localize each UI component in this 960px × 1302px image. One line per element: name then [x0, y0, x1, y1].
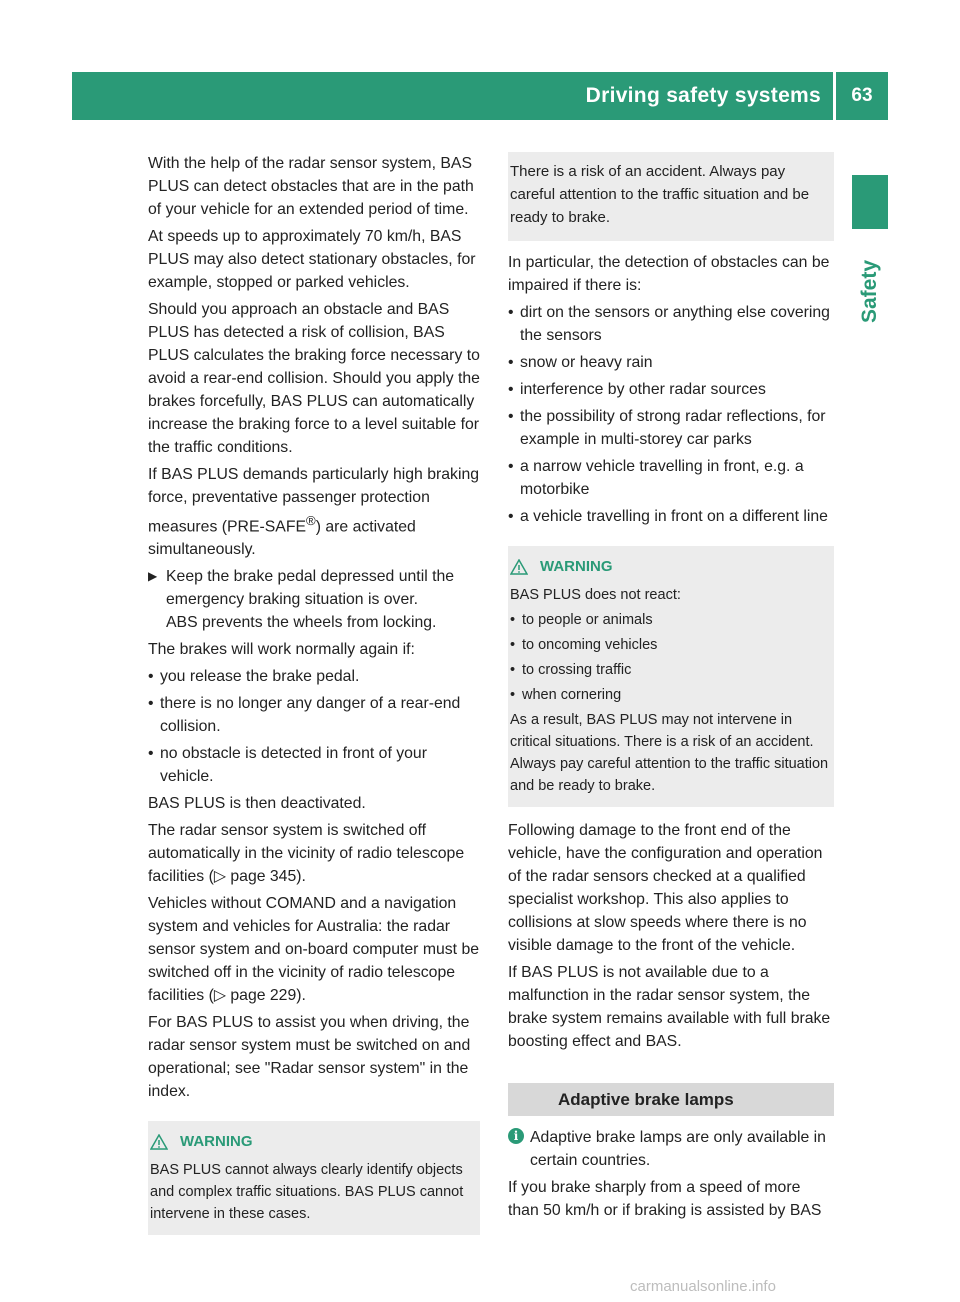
warning-header	[150, 1131, 476, 1153]
side-tab-marker	[852, 175, 888, 229]
paragraph: With the help of the radar sensor system, BAS PLUS can detect obstacles that are in the path of your vehicle for an extended period of time.	[148, 155, 474, 218]
warning-intro: BAS PLUS does not react:	[510, 587, 681, 603]
paragraph: At speeds up to approximately 70 km/h, BAS PLUS may also detect stationary obstacles, for example, stopped or parked vehicles.	[148, 228, 476, 291]
paragraph-text: ) are activated simultaneously.	[148, 518, 416, 559]
list-item: • to people or animals	[510, 609, 830, 631]
paragraph: Vehicles without COMAND and a navigation system and vehicles for Australia: the radar sensor system and on-board computer must be switched off in the vicinity of radio telescope facilities (▷ page 229).	[148, 895, 480, 1005]
warning-box	[508, 546, 834, 807]
paragraph: The radar sensor system is switched off automatically in the vicinity of radio telescope facilities (▷ page 345).	[148, 822, 465, 886]
paragraph: If you brake sharply from a speed of more than 50 km/h or if braking is assisted by BAS	[508, 1179, 822, 1219]
paragraph: For BAS PLUS to assist you when driving, the radar sensor system must be switched on and operational; see "Radar sensor system" in the index.	[148, 1014, 471, 1101]
watermark: carmanualsonline.info	[630, 1278, 776, 1295]
step-note: ABS prevents the wheels from locking.	[166, 614, 437, 632]
list-item: • the possibility of strong radar reflections, for example in multi-storey car parks	[508, 405, 834, 451]
info-text: Adaptive brake lamps are only available in certain countries.	[530, 1129, 826, 1169]
info-note	[508, 1126, 834, 1172]
info-icon: i	[508, 1128, 524, 1144]
warning-text: BAS PLUS cannot always clearly identify objects and complex traffic situations. BAS PLUS cannot intervene in these cases.	[150, 1162, 464, 1223]
warning-triangle-icon	[150, 1134, 168, 1150]
list-item: • you release the brake pedal.	[148, 665, 480, 688]
list-item: • a narrow vehicle travelling in front, e.g. a motorbike	[508, 455, 834, 501]
paragraph: Following damage to the front end of the vehicle, have the configuration and operation of the radar sensors checked at a qualified specialist workshop. This also applies to collisions at slow speeds where there is no visible damage to the front of the vehicle.	[508, 822, 823, 954]
paragraph: In particular, the detection of obstacles can be impaired if there is:	[508, 254, 830, 294]
step-text: Keep the brake pedal depressed until the emergency braking situation is over.	[166, 568, 455, 609]
page-number: 63	[851, 85, 873, 106]
paragraph-pre-safe	[148, 463, 480, 561]
list-item: • interference by other radar sources	[508, 378, 834, 401]
warning-title: WARNING	[180, 1133, 253, 1151]
warning-continuation-box	[508, 152, 834, 241]
warning-text: As a result, BAS PLUS may not intervene in critical situations. There is a risk of an accident. Always pay careful attention to the traffic situation and be ready to brake.	[510, 712, 829, 794]
page-section-title: Driving safety systems	[585, 84, 821, 107]
paragraph: Should you approach an obstacle and BAS PLUS has detected a risk of collision, BAS PLUS calculates the braking force necessary to avoid a rear-end collision. Should you apply the brakes forcefully, BAS PLUS can automatically increase the braking force to a level suitable for the traffic conditions.	[148, 301, 480, 456]
left-column	[148, 152, 480, 1247]
list-item: • when cornering	[510, 684, 830, 706]
instruction-step	[148, 565, 480, 634]
list-item: • there is no longer any danger of a rear-end collision.	[148, 692, 480, 738]
warning-title: WARNING	[540, 558, 613, 575]
warning-header	[510, 556, 830, 578]
section-heading: Adaptive brake lamps	[508, 1083, 834, 1116]
list-item: • to crossing traffic	[510, 659, 830, 681]
right-column	[508, 152, 834, 1226]
paragraph: BAS PLUS is then deactivated.	[148, 795, 366, 813]
list-item: • to oncoming vehicles	[510, 634, 830, 656]
list-item: • no obstacle is detected in front of your vehicle.	[148, 742, 480, 788]
side-chapter-label: Safety	[858, 259, 881, 323]
list-item: • a vehicle travelling in front on a different line	[508, 505, 834, 528]
list-item: • dirt on the sensors or anything else covering the sensors	[508, 301, 834, 347]
list-item: • snow or heavy rain	[508, 351, 834, 374]
warning-triangle-icon	[510, 559, 528, 575]
registered-mark: ®	[306, 513, 316, 528]
paragraph-text: If BAS PLUS demands particularly high braking force, preventative passenger protection measures (PRE-SAFE	[148, 466, 480, 536]
arrow-right-icon: ▶	[148, 569, 158, 584]
paragraph: The brakes will work normally again if:	[148, 641, 415, 659]
paragraph: If BAS PLUS is not available due to a malfunction in the radar sensor system, the brake system remains available with full brake boosting effect and BAS.	[508, 964, 831, 1050]
warning-text: There is a risk of an accident. Always pay careful attention to the traffic situation and be ready to brake.	[510, 163, 810, 226]
warning-box	[148, 1121, 480, 1235]
header-bar	[72, 72, 888, 120]
